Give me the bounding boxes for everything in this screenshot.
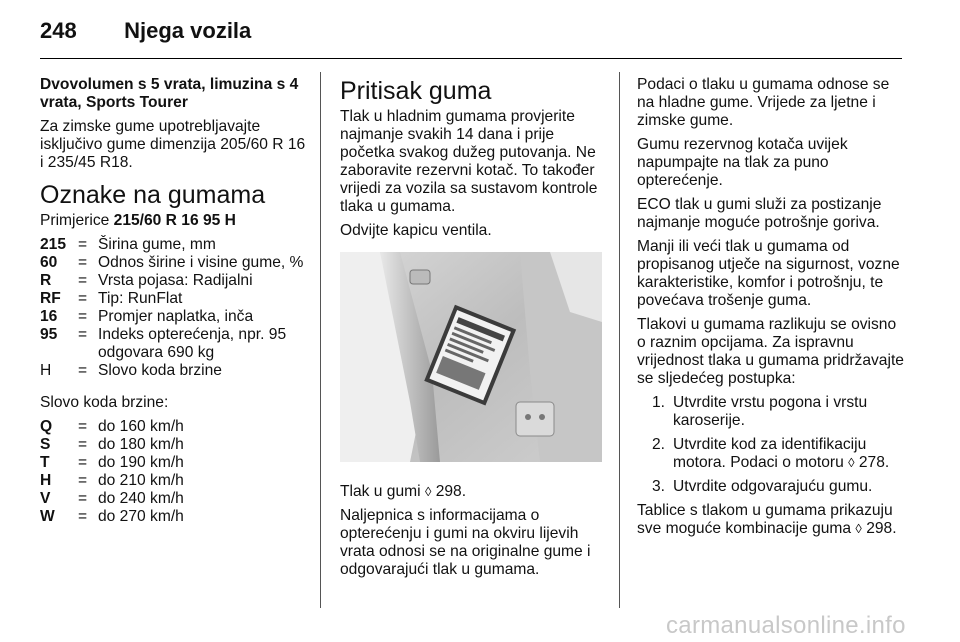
code-eq: = [78,362,88,379]
code-desc: Odnos širine i visine gume, % [98,254,304,271]
header-rule [40,58,902,59]
speed-key: W [40,508,55,525]
code-key: 215 [40,236,67,253]
speed-code-label: Slovo koda brzine: [40,394,169,411]
list-item [637,436,905,472]
section-heading-tire-marks: Oznake na gumama [40,181,266,209]
column-divider-1 [320,72,321,608]
col3-reference-page[interactable]: 298. [861,520,897,537]
page-header [40,18,251,44]
watermark: carmanualsonline.info [666,612,906,639]
code-eq: = [78,326,88,343]
step-number: 2. [651,436,665,453]
col3-paragraph-6-text: Tablice s tlakom u gumama prikazuju sve moguće kombinacije guma [637,502,893,537]
column-2 [340,76,604,585]
column-3 [637,76,905,544]
table-row [40,272,310,290]
pressure-paragraph-3: Naljepnica s informacijama o opterećenju i gumi na okviru lijevih vrata odnosi se na originalne gume i odgovarajući tlak u gumama. [340,507,591,578]
code-key: 16 [40,308,58,325]
speed-eq: = [78,508,88,525]
table-row [40,436,184,454]
speed-desc: do 270 km/h [98,508,184,525]
pressure-reference [340,483,604,501]
table-row [40,490,184,508]
speed-key: T [40,454,50,471]
pressure-reference-text: Tlak u gumi [340,483,425,500]
speed-desc: do 160 km/h [98,418,184,435]
table-row [40,308,310,326]
table-row [40,418,184,436]
speed-key: S [40,436,51,453]
speed-eq: = [78,454,88,471]
example-label: Primjerice [40,212,114,229]
column-divider-2 [619,72,620,608]
speed-eq: = [78,472,88,489]
speed-key: H [40,472,52,489]
col3-paragraph-1: Podaci o tlaku u gumama odnose se na hladne gume. Vrijede za ljetne i zimske gume. [637,76,890,129]
code-eq: = [78,308,88,325]
step-content [673,436,905,472]
col3-paragraph-6 [637,502,905,538]
step-number: 1. [651,394,665,411]
tire-code-table [40,236,310,380]
list-item [637,478,905,496]
code-desc: Slovo koda brzine [98,362,222,379]
code-desc: Širina gume, mm [98,236,216,253]
col3-paragraph-3: ECO tlak u gumi služi za postizanje najmanje moguće potrošnje goriva. [637,196,882,231]
step-text: Utvrdite vrstu pogona i vrstu karoserije. [673,394,868,429]
code-key: 60 [40,254,58,271]
table-row [40,454,184,472]
door-frame-tire-label-photo [340,252,602,462]
code-desc: Tip: RunFlat [98,290,183,307]
pressure-paragraph-1: Tlak u hladnim gumama provjerite najmanje svakih 14 dana i prije početka svakog dužeg putovanja. Ne zaboravite rezervni kotač. To također vrijedi za vozila sa sustavom kontrole tlaka u gumama. [340,108,598,215]
code-key: R [40,272,52,289]
procedure-steps [637,394,905,496]
code-desc: Vrsta pojasa: Radijalni [98,272,253,289]
code-key: RF [40,290,61,307]
table-row [40,254,310,272]
step-reference-page[interactable]: 278. [854,454,890,471]
table-row [40,326,310,362]
speed-key: Q [40,418,53,435]
code-eq: = [78,290,88,307]
code-desc: Promjer naplatka, inča [98,308,254,325]
table-row [40,362,310,380]
example-line [40,212,310,230]
reference-arrow-icon: ◊ [855,521,862,536]
step-number: 3. [651,478,665,495]
code-eq: = [78,236,88,253]
speed-eq: = [78,418,88,435]
page-number: 248 [40,18,77,43]
example-value: 215/60 R 16 95 H [113,212,236,229]
pressure-reference-page[interactable]: 298. [431,483,467,500]
step-text: Utvrdite odgovarajuću gumu. [673,478,873,495]
speed-desc: do 190 km/h [98,454,184,471]
intro-text: Za zimske gume upotrebljavajte isključivo gume dimenzija 205/60 R 16 i 235/45 R18. [40,118,306,171]
code-key: H [40,362,52,379]
col3-paragraph-4: Manji ili veći tlak u gumama od propisanog utječe na sigurnost, vozne karakteristike, komfor i potrošnju, te povećava trošenje guma. [637,238,900,309]
col3-paragraph-5: Tlakovi u gumama razlikuju se ovisno o raznim opcijama. Za ispravnu vrijednost tlaka u gumama pridržavajte se sljedećeg postupka: [637,316,904,387]
reference-arrow-icon: ◊ [848,455,855,470]
code-desc: Indeks opterećenja, npr. 95 odgovara 690 kg [98,326,287,361]
step-text: Utvrdite kod za identifikaciju motora. Podaci o motoru [673,436,867,471]
speed-code-table [40,418,184,526]
table-row [40,290,310,308]
table-row [40,508,184,526]
reference-arrow-icon: ◊ [424,484,432,499]
intro-heading: Dvovolumen s 5 vrata, limuzina s 4 vrata, Sports Tourer [40,76,299,111]
col3-paragraph-2: Gumu rezervnog kotača uvijek napumpajte na tlak za puno opterećenje. [637,136,848,189]
speed-key: V [40,490,51,507]
speed-desc: do 210 km/h [98,472,184,489]
speed-eq: = [78,490,88,507]
table-row [40,236,310,254]
section-heading-tire-pressure: Pritisak guma [340,77,492,105]
speed-desc: do 240 km/h [98,490,184,507]
code-eq: = [78,254,88,271]
table-row [40,472,184,490]
pressure-paragraph-2: Odvijte kapicu ventila. [340,222,492,239]
list-item [637,394,905,430]
speed-eq: = [78,436,88,453]
code-key: 95 [40,326,58,343]
code-eq: = [78,272,88,289]
chapter-title: Njega vozila [124,18,252,43]
column-1 [40,76,310,536]
speed-desc: do 180 km/h [98,436,184,453]
